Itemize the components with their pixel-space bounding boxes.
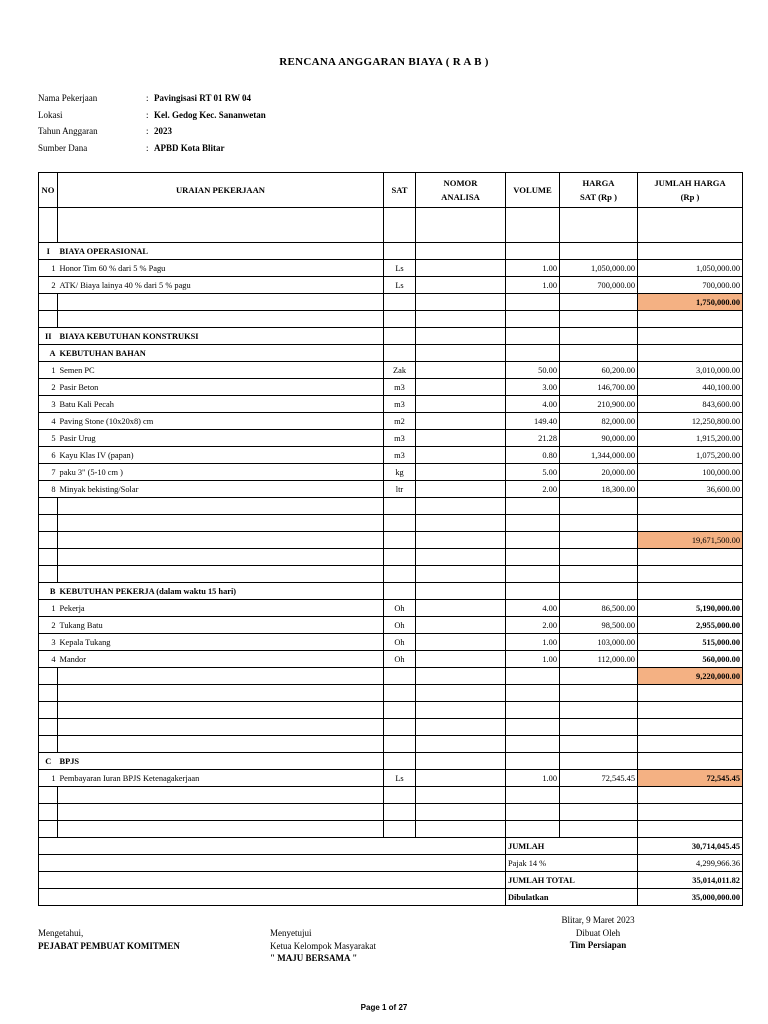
table-row — [39, 634, 743, 651]
item-harga: 1,050,000.00 — [560, 260, 638, 277]
meta-value: Pavingisasi RT 01 RW 04 — [154, 93, 252, 104]
table-row — [39, 651, 743, 668]
item-volume: 0.80 — [506, 447, 560, 464]
item-sat: Oh — [384, 634, 416, 651]
project-info — [38, 90, 266, 156]
item-no: 3 — [39, 634, 58, 651]
item-harga: 86,500.00 — [560, 600, 638, 617]
item-no: 1 — [39, 362, 58, 379]
item-no: 1 — [39, 770, 58, 787]
item-sat: m3 — [384, 379, 416, 396]
section-row — [39, 243, 743, 260]
item-uraian: Tukang Batu — [58, 617, 384, 634]
item-harga: 18,300.00 — [560, 481, 638, 498]
item-volume: 1.00 — [506, 277, 560, 294]
signature-date: Blitar, 9 Maret 2023 — [561, 915, 635, 925]
item-sat: Ls — [384, 770, 416, 787]
page-number: Page 1 of 27 — [360, 1003, 408, 1012]
item-uraian: Pasir Beton — [58, 379, 384, 396]
item-jumlah: 36,600.00 — [638, 481, 743, 498]
item-sat: Oh — [384, 600, 416, 617]
table-row — [39, 600, 743, 617]
subtotal-value: 9,220,000.00 — [638, 668, 743, 685]
item-harga: 112,000.00 — [560, 651, 638, 668]
item-no: 7 — [39, 464, 58, 481]
item-uraian: Mandor — [58, 651, 384, 668]
meta-label: Lokasi — [38, 109, 63, 120]
table-row — [39, 260, 743, 277]
item-harga: 90,000.00 — [560, 430, 638, 447]
signature-group: " MAJU BERSAMA " — [270, 953, 358, 963]
table-row — [39, 770, 743, 787]
item-harga: 72,545.45 — [560, 770, 638, 787]
subsection-row — [39, 583, 743, 600]
item-no: 1 — [39, 260, 58, 277]
empty-row — [39, 549, 743, 566]
subsection-title: KEBUTUHAN BAHAN — [58, 345, 384, 362]
subsection-letter: A — [39, 345, 58, 362]
item-volume: 2.00 — [506, 481, 560, 498]
item-volume: 21.28 — [506, 430, 560, 447]
table-row — [39, 362, 743, 379]
item-no: 1 — [39, 600, 58, 617]
empty-row — [39, 736, 743, 753]
item-harga: 700,000.00 — [560, 277, 638, 294]
total-value: 35,014,011.82 — [638, 872, 743, 889]
subtotal-value: 1,750,000.00 — [638, 294, 743, 311]
item-uraian: Kepala Tukang — [58, 634, 384, 651]
item-uraian: ATK/ Biaya lainya 40 % dari 5 % pagu — [58, 277, 384, 294]
item-volume: 1.00 — [506, 651, 560, 668]
item-no: 4 — [39, 413, 58, 430]
item-jumlah: 1,050,000.00 — [638, 260, 743, 277]
subtotal-value: 19,671,500.00 — [638, 532, 743, 549]
item-sat: ltr — [384, 481, 416, 498]
item-jumlah: 3,010,000.00 — [638, 362, 743, 379]
empty-row — [39, 821, 743, 838]
total-value: 35,000,000.00 — [638, 889, 743, 906]
item-uraian: Paving Stone (10x20x8) cm — [58, 413, 384, 430]
item-sat: Ls — [384, 277, 416, 294]
signature-role: Tim Persiapan — [569, 940, 627, 950]
item-no: 3 — [39, 396, 58, 413]
meta-value: APBD Kota Blitar — [154, 142, 225, 153]
empty-row — [39, 804, 743, 821]
table-row — [39, 464, 743, 481]
item-volume: 1.00 — [506, 770, 560, 787]
item-no: 4 — [39, 651, 58, 668]
item-sat: Zak — [384, 362, 416, 379]
total-label: JUMLAH TOTAL — [506, 872, 638, 889]
signature-middle — [270, 927, 376, 965]
total-value: 4,299,966.36 — [638, 855, 743, 872]
signature-role: Ketua Kelompok Masyarakat — [270, 940, 376, 951]
total-row — [39, 889, 743, 906]
rab-table — [38, 172, 743, 906]
header-uraian: URAIAN PEKERJAAN — [58, 173, 384, 208]
item-harga: 146,700.00 — [560, 379, 638, 396]
signature-left — [38, 927, 180, 952]
item-jumlah: 72,545.45 — [638, 770, 743, 787]
item-jumlah: 1,915,200.00 — [638, 430, 743, 447]
item-sat: Oh — [384, 617, 416, 634]
signature-right — [548, 914, 648, 952]
header-jumlah-harga: JUMLAH HARGA (Rp ) — [638, 173, 743, 208]
item-jumlah: 560,000.00 — [638, 651, 743, 668]
item-sat: m2 — [384, 413, 416, 430]
item-jumlah: 440,100.00 — [638, 379, 743, 396]
meta-row-lokasi: Lokasi : Kel. Gedog Kec. Sananwetan — [38, 109, 266, 120]
item-jumlah: 843,600.00 — [638, 396, 743, 413]
item-no: 2 — [39, 379, 58, 396]
item-harga: 98,500.00 — [560, 617, 638, 634]
table-row — [39, 430, 743, 447]
table-row — [39, 617, 743, 634]
total-label: JUMLAH — [506, 838, 638, 855]
table-row — [39, 413, 743, 430]
item-uraian: Honor Tim 60 % dari 5 % Pagu — [58, 260, 384, 277]
item-jumlah: 12,250,800.00 — [638, 413, 743, 430]
item-uraian: Kayu Klas IV (papan) — [58, 447, 384, 464]
item-uraian: Batu Kali Pecah — [58, 396, 384, 413]
item-uraian: paku 3" (5-10 cm ) — [58, 464, 384, 481]
total-row — [39, 872, 743, 889]
table-row — [39, 396, 743, 413]
item-sat: m3 — [384, 430, 416, 447]
table-row — [39, 277, 743, 294]
header-sat: SAT — [384, 173, 416, 208]
item-volume: 5.00 — [506, 464, 560, 481]
meta-value: 2023 — [154, 126, 172, 137]
empty-row — [39, 498, 743, 515]
item-jumlah: 515,000.00 — [638, 634, 743, 651]
table-row — [39, 447, 743, 464]
section-number: I — [39, 243, 58, 260]
section-title: BIAYA KEBUTUHAN KONSTRUKSI — [58, 328, 384, 345]
item-volume: 50.00 — [506, 362, 560, 379]
section-title: BIAYA OPERASIONAL — [58, 243, 384, 260]
meta-label: Sumber Dana — [38, 142, 88, 153]
section-row — [39, 328, 743, 345]
signature-caption: Mengetahui, — [38, 928, 84, 938]
item-uraian: Minyak bekisting/Solar — [58, 481, 384, 498]
meta-row-tahun-anggaran: Tahun Anggaran : 2023 — [38, 126, 172, 137]
subsection-row — [39, 753, 743, 770]
subtotal-row — [39, 294, 743, 311]
item-harga: 82,000.00 — [560, 413, 638, 430]
item-volume: 4.00 — [506, 600, 560, 617]
subsection-title: BPJS — [58, 753, 384, 770]
subtotal-row — [39, 532, 743, 549]
item-volume: 3.00 — [506, 379, 560, 396]
total-row — [39, 838, 743, 855]
item-uraian: Semen PC — [58, 362, 384, 379]
total-label: Dibulatkan — [506, 889, 638, 906]
signature-caption: Menyetujui — [270, 928, 312, 938]
meta-label: Nama Pekerjaan — [38, 93, 98, 104]
item-sat: m3 — [384, 396, 416, 413]
subsection-row — [39, 345, 743, 362]
signature-role: PEJABAT PEMBUAT KOMITMEN — [38, 940, 180, 951]
item-sat: Oh — [384, 651, 416, 668]
table-header-row — [39, 173, 743, 208]
item-volume: 1.00 — [506, 260, 560, 277]
empty-row — [39, 702, 743, 719]
item-uraian: Pembayaran Iuran BPJS Ketenagakerjaan — [58, 770, 384, 787]
item-no: 2 — [39, 617, 58, 634]
item-jumlah: 5,190,000.00 — [638, 600, 743, 617]
item-volume: 4.00 — [506, 396, 560, 413]
item-harga: 60,200.00 — [560, 362, 638, 379]
subsection-letter: C — [39, 753, 58, 770]
item-volume: 1.00 — [506, 634, 560, 651]
header-nomor-analisa: NOMOR ANALISA — [416, 173, 506, 208]
item-harga: 20,000.00 — [560, 464, 638, 481]
item-sat: Ls — [384, 260, 416, 277]
empty-row — [39, 685, 743, 702]
item-volume: 2.00 — [506, 617, 560, 634]
item-jumlah: 2,955,000.00 — [638, 617, 743, 634]
item-jumlah: 700,000.00 — [638, 277, 743, 294]
empty-row — [39, 515, 743, 532]
meta-value: Kel. Gedog Kec. Sananwetan — [154, 109, 266, 120]
empty-row — [39, 311, 743, 328]
document-title: RENCANA ANGGARAN BIAYA ( R A B ) — [279, 56, 489, 68]
table-row — [39, 481, 743, 498]
total-label: Pajak 14 % — [506, 855, 638, 872]
subsection-title: KEBUTUHAN PEKERJA (dalam waktu 15 hari) — [58, 583, 384, 600]
item-sat: kg — [384, 464, 416, 481]
item-harga: 1,344,000.00 — [560, 447, 638, 464]
item-no: 5 — [39, 430, 58, 447]
item-uraian: Pasir Urug — [58, 430, 384, 447]
item-sat: m3 — [384, 447, 416, 464]
header-harga-sat: HARGA SAT (Rp ) — [560, 173, 638, 208]
item-jumlah: 1,075,200.00 — [638, 447, 743, 464]
item-no: 8 — [39, 481, 58, 498]
item-volume: 149.40 — [506, 413, 560, 430]
empty-row — [39, 719, 743, 736]
item-no: 2 — [39, 277, 58, 294]
item-harga: 210,900.00 — [560, 396, 638, 413]
header-volume: VOLUME — [506, 173, 560, 208]
total-row — [39, 855, 743, 872]
header-no: NO — [39, 173, 58, 208]
empty-row — [39, 787, 743, 804]
item-harga: 103,000.00 — [560, 634, 638, 651]
meta-row-nama-pekerjaan: Nama Pekerjaan : Pavingisasi RT 01 RW 04 — [38, 93, 252, 104]
subtotal-row — [39, 668, 743, 685]
meta-row-sumber-dana: Sumber Dana : APBD Kota Blitar — [38, 142, 225, 153]
item-uraian: Pekerja — [58, 600, 384, 617]
meta-label: Tahun Anggaran — [38, 126, 98, 137]
empty-row — [39, 566, 743, 583]
item-no: 6 — [39, 447, 58, 464]
spacer-row — [39, 208, 743, 243]
item-jumlah: 100,000.00 — [638, 464, 743, 481]
table-row — [39, 379, 743, 396]
signature-caption: Dibuat Oleh — [575, 927, 621, 938]
total-value: 30,714,045.45 — [638, 838, 743, 855]
subsection-letter: B — [39, 583, 58, 600]
section-number: II — [39, 328, 58, 345]
